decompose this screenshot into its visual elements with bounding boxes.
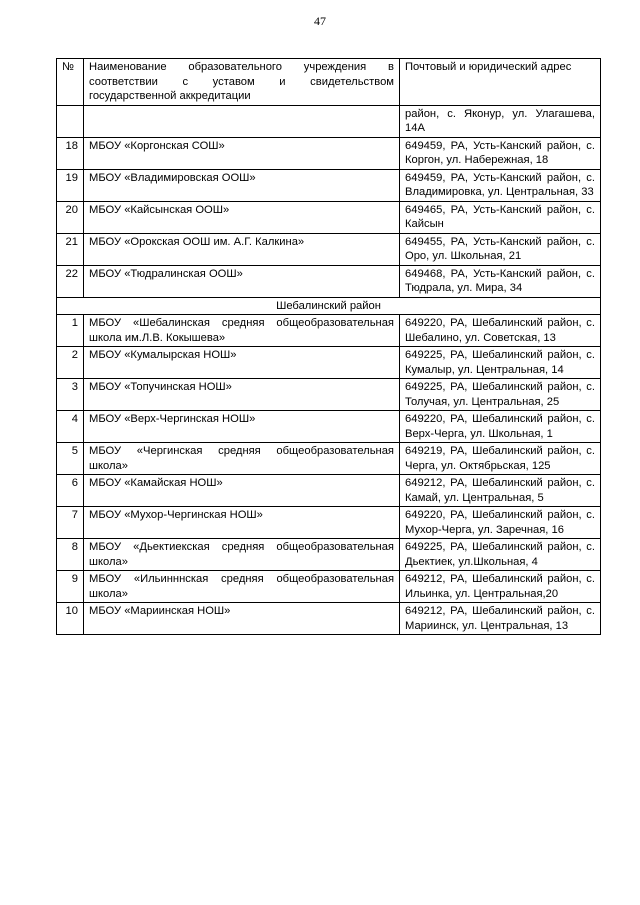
- school-name: МБОУ «Дьектиекская средняя общеобразовательная школа»: [84, 539, 400, 571]
- school-address: 649212, РА, Шебалинский район, с. Камай, ул. Центральная, 5: [400, 475, 601, 507]
- row-number: 21: [57, 233, 84, 265]
- row-number: 22: [57, 265, 84, 297]
- school-address: 649220, РА, Шебалинский район, с. Мухор-Черга, ул. Заречная, 16: [400, 507, 601, 539]
- school-name: МБОУ «Ильинннская средняя общеобразовательная школа»: [84, 571, 400, 603]
- row-number: 9: [57, 571, 84, 603]
- school-name: МБОУ «Кайсынская ООШ»: [84, 201, 400, 233]
- table-row: [57, 315, 601, 347]
- school-name: МБОУ «Тюдралинская ООШ»: [84, 265, 400, 297]
- school-name: МБОУ «Верх-Чергинская НОШ»: [84, 411, 400, 443]
- row-number: 2: [57, 347, 84, 379]
- table-row: [57, 411, 601, 443]
- school-name: МБОУ «Шебалинская средняя общеобразовательная школа им.Л.В. Кокышева»: [84, 315, 400, 347]
- school-name: МБОУ «Владимировская ООШ»: [84, 169, 400, 201]
- table-row: [57, 571, 601, 603]
- school-name: [84, 105, 400, 137]
- table-row: [57, 539, 601, 571]
- table-row: [57, 603, 601, 635]
- school-address: 649220, РА, Шебалинский район, с. Верх-Черга, ул. Школьная, 1: [400, 411, 601, 443]
- table-header-row: [57, 59, 601, 106]
- table-row: [57, 265, 601, 297]
- row-number: 6: [57, 475, 84, 507]
- table-row: [57, 379, 601, 411]
- school-address: 649219, РА, Шебалинский район, с. Черга, ул. Октябрьская, 125: [400, 443, 601, 475]
- school-address: 649225, РА, Шебалинский район, с. Толучая, ул. Центральная, 25: [400, 379, 601, 411]
- row-number: 19: [57, 169, 84, 201]
- continuation-row: [57, 105, 601, 137]
- school-address: 649465, РА, Усть-Канский район, с. Кайсын: [400, 201, 601, 233]
- row-number: 4: [57, 411, 84, 443]
- school-address: 649225, РА, Шебалинский район, с. Дьектиек, ул.Школьная, 4: [400, 539, 601, 571]
- school-name: МБОУ «Кумалырская НОШ»: [84, 347, 400, 379]
- table-row: [57, 233, 601, 265]
- header-name: Наименование образовательного учреждения в соответствии с уставом и свидетельством государственной аккредитации: [84, 59, 400, 106]
- row-number: 10: [57, 603, 84, 635]
- district-row: [57, 297, 601, 315]
- school-name: МБОУ «Топучинская НОШ»: [84, 379, 400, 411]
- schools-table: [56, 58, 601, 635]
- school-name: МБОУ «Коргонская СОШ»: [84, 137, 400, 169]
- header-number: №: [57, 59, 84, 106]
- school-address: 649459, РА, Усть-Канский район, с. Коргон, ул. Набережная, 18: [400, 137, 601, 169]
- row-number: 5: [57, 443, 84, 475]
- school-name: МБОУ «Орокская ООШ им. А.Г. Калкина»: [84, 233, 400, 265]
- school-address: 649220, РА, Шебалинский район, с. Шебалино, ул. Советская, 13: [400, 315, 601, 347]
- school-name: МБОУ «Мухор-Чергинская НОШ»: [84, 507, 400, 539]
- school-address: 649468, РА, Усть-Канский район, с. Тюдрала, ул. Мира, 34: [400, 265, 601, 297]
- school-address: 649459, РА, Усть-Канский район, с. Владимировка, ул. Центральная, 33: [400, 169, 601, 201]
- school-name: МБОУ «Чергинская средняя общеобразовательная школа»: [84, 443, 400, 475]
- school-name: МБОУ «Камайская НОШ»: [84, 475, 400, 507]
- page-number: 47: [314, 14, 326, 28]
- table-row: [57, 443, 601, 475]
- district-heading: Шебалинский район: [57, 297, 601, 315]
- school-address: район, с. Яконур, ул. Улагашева, 14А: [400, 105, 601, 137]
- table-body: [57, 105, 601, 635]
- row-number: 7: [57, 507, 84, 539]
- table-row: [57, 137, 601, 169]
- table-row: [57, 169, 601, 201]
- school-address: 649455, РА, Усть-Канский район, с. Оро, ул. Школьная, 21: [400, 233, 601, 265]
- table-row: [57, 201, 601, 233]
- school-address: 649212, РА, Шебалинский район, с. Мариинск, ул. Центральная, 13: [400, 603, 601, 635]
- row-number: 18: [57, 137, 84, 169]
- table-row: [57, 475, 601, 507]
- row-number: [57, 105, 84, 137]
- table-row: [57, 507, 601, 539]
- row-number: 1: [57, 315, 84, 347]
- row-number: 3: [57, 379, 84, 411]
- school-name: МБОУ «Мариинская НОШ»: [84, 603, 400, 635]
- table-row: [57, 347, 601, 379]
- school-address: 649212, РА, Шебалинский район, с. Ильинка, ул. Центральная,20: [400, 571, 601, 603]
- school-address: 649225, РА, Шебалинский район, с. Кумалыр, ул. Центральная, 14: [400, 347, 601, 379]
- row-number: 20: [57, 201, 84, 233]
- header-address: Почтовый и юридический адрес: [400, 59, 601, 106]
- row-number: 8: [57, 539, 84, 571]
